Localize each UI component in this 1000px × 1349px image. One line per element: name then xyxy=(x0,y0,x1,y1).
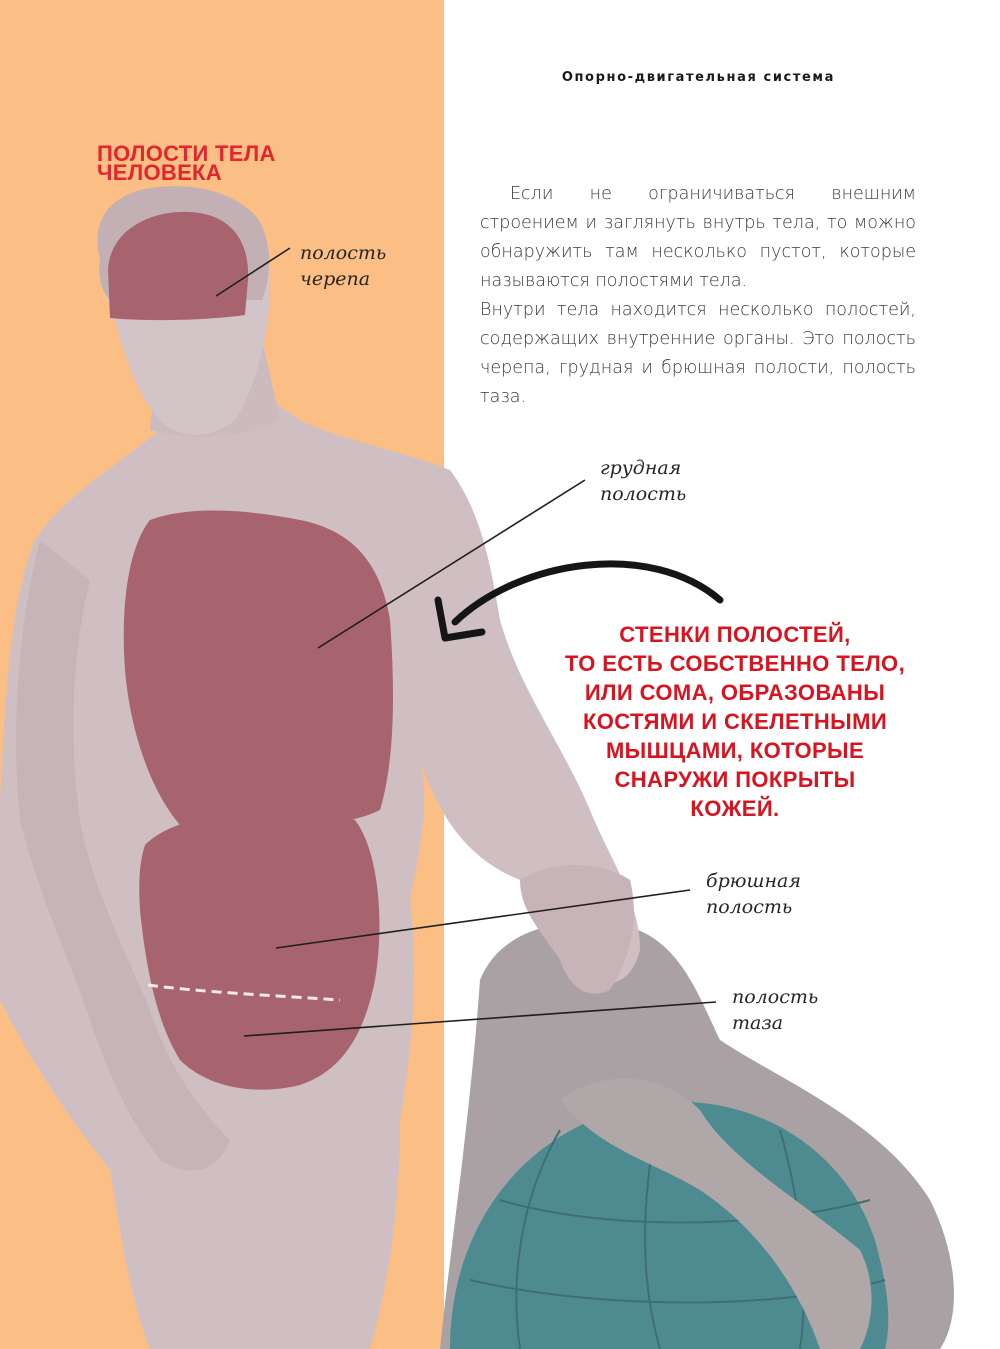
label-chest-cavity xyxy=(600,455,686,507)
chest-cavity xyxy=(124,511,393,828)
intro-paragraph-2: Внутри тела находится несколько полостей, содержащих внутренние органы. Это полость черепа, грудная и брюшная полости, полость таза. xyxy=(480,300,916,407)
label-skull-line-1: полость xyxy=(300,242,387,264)
label-skull-line-2: черепа xyxy=(300,268,371,290)
page-title xyxy=(97,141,397,185)
label-pelvic-line-1: полость xyxy=(732,986,819,1008)
callout-line: ИЛИ СОМА, ОБРАЗОВАНЫ xyxy=(584,680,886,705)
label-abdominal-line-2: полость xyxy=(706,896,793,918)
title-line-1: ПОЛОСТИ ТЕЛА xyxy=(97,141,276,166)
intro-paragraph-1: Если не ограничиваться внешним строением и заглянуть внутрь тела, то можно обнаружить там несколько пустот, которые называются полостями тела. xyxy=(480,184,916,291)
label-pelvic-cavity xyxy=(732,984,818,1036)
callout-text xyxy=(540,620,930,823)
callout-line: СТЕНКИ ПОЛОСТЕЙ, xyxy=(619,622,851,647)
page-header: Опорно-двигательная система xyxy=(561,70,835,85)
callout-line: СНАРУЖИ ПОКРЫТЫ xyxy=(614,767,856,792)
callout-line: КОСТЯМИ И СКЕЛЕТНЫМИ xyxy=(582,709,888,734)
label-chest-line-2: полость xyxy=(600,483,687,505)
callout-line: КОЖЕЙ. xyxy=(690,796,780,821)
label-skull-cavity xyxy=(300,240,386,292)
label-pelvic-line-2: таза xyxy=(732,1012,784,1034)
intro-text xyxy=(480,180,916,412)
label-abdominal-cavity xyxy=(706,868,801,920)
label-chest-line-1: грудная xyxy=(600,457,682,479)
label-abdominal-line-1: брюшная xyxy=(706,870,801,892)
title-line-2: ЧЕЛОВЕКА xyxy=(97,160,222,185)
callout-line: МЫШЦАМИ, КОТОРЫЕ xyxy=(605,738,865,763)
callout-line: ТО ЕСТЬ СОБСТВЕННО ТЕЛО, xyxy=(564,651,906,676)
abdominal-cavity xyxy=(139,809,379,1089)
